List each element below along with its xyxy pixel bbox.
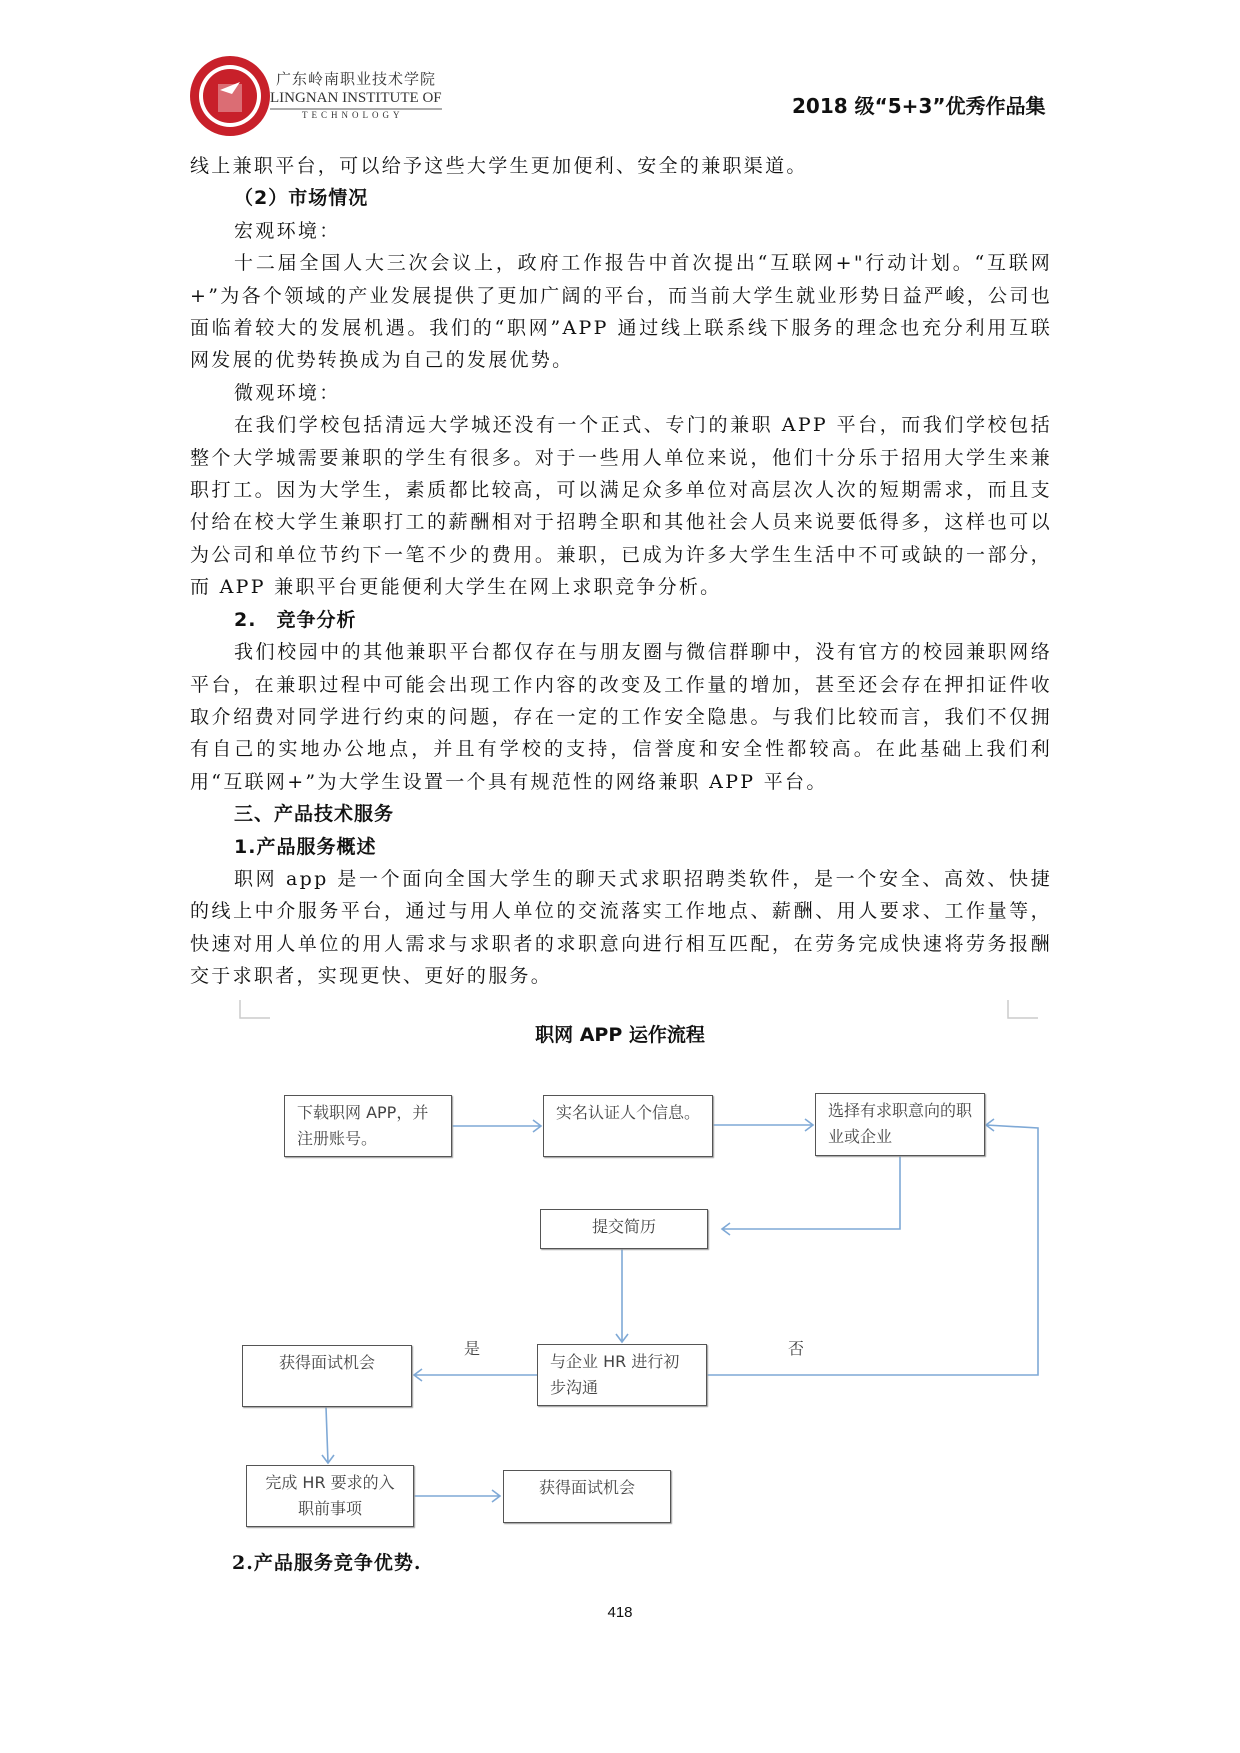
- heading-section-3: 三、产品技术服务: [234, 803, 395, 826]
- arrow-complete-to-interview2: [414, 1490, 500, 1502]
- crop-marks: [240, 1000, 1038, 1018]
- arrow-yes-to-interview: [414, 1369, 537, 1381]
- yes-label: 是: [464, 1339, 481, 1358]
- arrow-download-to-verify: [452, 1120, 541, 1132]
- arrow-interview-to-complete: [322, 1407, 334, 1463]
- heading-overview: 1.产品服务概述: [234, 835, 377, 858]
- flow-step-communicate: 与企业 HR 进行初步沟通: [537, 1344, 707, 1406]
- arrow-submit-to-communicate: [616, 1249, 628, 1342]
- flow-step-choose: 选择有求职意向的职业或企业: [815, 1093, 985, 1156]
- school-name-cn: 广东岭南职业技术学院: [276, 70, 437, 88]
- heading-competition: 2. 竞争分析: [234, 608, 357, 631]
- flow-step-interview-2: 获得面试机会: [503, 1470, 671, 1523]
- arrow-no-loop: [707, 1119, 1038, 1375]
- no-label: 否: [788, 1339, 805, 1358]
- paragraph-macro: 十二届全国人大三次会议上，政府工作报告中首次提出“互联网+"行动计划。“互联网+”为各个领域的产业发展提供了更加广阔的平台，而当前大学生就业形势日益严峻，公司也面临着较大的发展机遇。我们的“职网”APP 通过线上联系线下服务的理念也充分利用互联网发展的优势转换成为自己的发展优势。: [190, 252, 1052, 372]
- school-name-en: LINGNAN INSTITUTE OF: [270, 90, 442, 110]
- flow-step-download: 下载职网 APP，并注册账号。: [284, 1095, 452, 1157]
- arrow-verify-to-choose: [713, 1119, 813, 1131]
- heading-advantage: 2.产品服务竞争优势.: [232, 1552, 422, 1574]
- collection-title: 2018 级“5+3”优秀作品集: [792, 94, 1046, 118]
- heading-market: （2）市场情况: [234, 187, 369, 210]
- micro-label: 微观环境：: [234, 381, 341, 404]
- flow-step-interview: 获得面试机会: [242, 1345, 412, 1407]
- arrow-choose-to-submit: [722, 1156, 900, 1235]
- school-name-en-2: TECHNOLOGY: [302, 110, 404, 120]
- flow-step-verify: 实名认证人个信息。: [543, 1095, 713, 1157]
- flow-step-complete: 完成 HR 要求的入职前事项: [246, 1465, 414, 1527]
- flow-step-submit: 提交简历: [540, 1209, 708, 1249]
- paragraph: 线上兼职平台，可以给予这些大学生更加便利、安全的兼职渠道。: [190, 155, 808, 177]
- paragraph-competition: 我们校园中的其他兼职平台都仅存在与朋友圈与微信群聊中，没有官方的校园兼职网络平台，在兼职过程中可能会出现工作内容的改变及工作量的增加，甚至还会存在押扣证件收取介绍费对同学进行约束的问题，存在一定的工作安全隐患。与我们比较而言，我们不仅拥有自己的实地办公地点，并且有学校的支持，信誉度和安全性都较高。在此基础上我们利用“互联网+”为大学生设置一个具有规范性的网络兼职 APP 平台。: [190, 641, 1052, 793]
- page-number: 418: [607, 1604, 633, 1621]
- macro-label: 宏观环境：: [234, 219, 341, 242]
- paragraph-overview: 职网 app 是一个面向全国大学生的聊天式求职招聘类软件，是一个安全、高效、快捷的线上中介服务平台，通过与用人单位的交流落实工作地点、薪酬、用人要求、工作量等，快速对用人单位的用人需求与求职者的求职意向进行相互匹配，在劳务完成快速将劳务报酬交于求职者，实现更快、更好的服务。: [190, 867, 1052, 988]
- paragraph-micro: 在我们学校包括清远大学城还没有一个正式、专门的兼职 APP 平台，而我们学校包括整个大学城需要兼职的学生有很多。对于一些用人单位来说，他们十分乐于招用大学生来兼职打工。因为大学生，素质都比较高，可以满足众多单位对高层次人次的短期需求，而且支付给在校大学生兼职打工的薪酬相对于招聘全职和其他社会人员来说要低得多，这样也可以为公司和单位节约下一笔不少的费用。兼职，已成为许多大学生生活中不可或缺的一部分，而 APP 兼职平台更能便利大学生在网上求职竞争分析。: [190, 414, 1052, 599]
- flowchart-title: 职网 APP 运作流程: [535, 1024, 705, 1046]
